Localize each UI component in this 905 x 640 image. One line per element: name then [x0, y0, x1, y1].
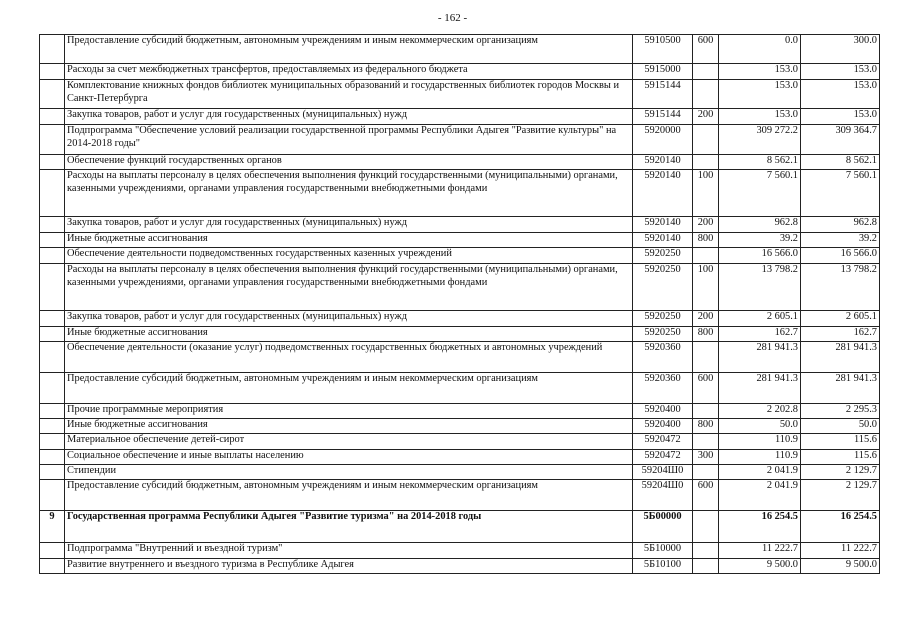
expense-type-cell: 200: [693, 109, 719, 125]
expense-name-cell: Закупка товаров, работ и услуг для государственных (муниципальных) нужд: [65, 217, 633, 233]
expense-type-cell: [693, 543, 719, 559]
amount-2018-cell: 2 605.1: [801, 311, 880, 327]
row-number-cell: [40, 559, 65, 574]
expense-name-cell: Государственная программа Республики Адыгея "Развитие туризма" на 2014-2018 годы: [65, 511, 633, 543]
amount-2017-cell: 2 041.9: [719, 480, 801, 511]
expense-type-cell: 200: [693, 217, 719, 233]
target-code-cell: 5915144: [633, 80, 693, 109]
expense-name-cell: Обеспечение деятельности подведомственных государственных казенных учреждений: [65, 248, 633, 264]
table-row: [40, 170, 880, 217]
table-row: [40, 450, 880, 465]
row-number-cell: [40, 233, 65, 248]
expense-name-cell: Закупка товаров, работ и услуг для государственных (муниципальных) нужд: [65, 109, 633, 125]
amount-2017-cell: 16 566.0: [719, 248, 801, 264]
table-row: [40, 264, 880, 311]
row-number-cell: [40, 450, 65, 465]
expense-name-cell: Предоставление субсидий бюджетным, автономным учреждениям и иным некоммерческим организациям: [65, 35, 633, 64]
expense-name-cell: Иные бюджетные ассигнования: [65, 419, 633, 434]
target-code-cell: 5920140: [633, 233, 693, 248]
amount-2017-cell: 11 222.7: [719, 543, 801, 559]
expense-type-cell: [693, 434, 719, 450]
amount-2017-cell: 9 500.0: [719, 559, 801, 574]
expense-name-cell: Развитие внутреннего и въездного туризма в Республике Адыгея: [65, 559, 633, 574]
amount-2017-cell: 153.0: [719, 80, 801, 109]
row-number-cell: [40, 125, 65, 155]
row-number-cell: [40, 64, 65, 80]
table-row: [40, 559, 880, 574]
amount-2017-cell: 153.0: [719, 109, 801, 125]
amount-2018-cell: 309 364.7: [801, 125, 880, 155]
expense-type-cell: 100: [693, 264, 719, 311]
expense-name-cell: Комплектование книжных фондов библиотек муниципальных образований и государственных библиотек городов Москвы и Санкт-Петербурга: [65, 80, 633, 109]
target-code-cell: 59204Ш0: [633, 465, 693, 480]
table-row: [40, 543, 880, 559]
table-row: [40, 217, 880, 233]
amount-2018-cell: 300.0: [801, 35, 880, 64]
expense-type-cell: 800: [693, 233, 719, 248]
row-number-cell: [40, 419, 65, 434]
expense-type-cell: [693, 404, 719, 419]
table-row: [40, 434, 880, 450]
amount-2018-cell: 2 129.7: [801, 465, 880, 480]
expense-name-cell: Стипендии: [65, 465, 633, 480]
amount-2017-cell: 39.2: [719, 233, 801, 248]
amount-2018-cell: 7 560.1: [801, 170, 880, 217]
expense-name-cell: Иные бюджетные ассигнования: [65, 327, 633, 342]
target-code-cell: 5Б10100: [633, 559, 693, 574]
amount-2017-cell: 281 941.3: [719, 373, 801, 404]
expense-name-cell: Социальное обеспечение и иные выплаты населению: [65, 450, 633, 465]
expense-name-cell: Закупка товаров, работ и услуг для государственных (муниципальных) нужд: [65, 311, 633, 327]
expense-type-cell: 600: [693, 373, 719, 404]
amount-2018-cell: 8 562.1: [801, 155, 880, 170]
amount-2018-cell: 9 500.0: [801, 559, 880, 574]
target-code-cell: 5920472: [633, 450, 693, 465]
amount-2017-cell: 16 254.5: [719, 511, 801, 543]
row-number-cell: [40, 465, 65, 480]
expense-name-cell: Расходы на выплаты персоналу в целях обеспечения выполнения функций государственными (муниципальными) органами, казенными учреждениями, органами управления государственными внебюджетными фондами: [65, 170, 633, 217]
target-code-cell: 5920360: [633, 373, 693, 404]
table-row: [40, 80, 880, 109]
row-number-cell: 9: [40, 511, 65, 543]
table-row: [40, 125, 880, 155]
target-code-cell: 5915144: [633, 109, 693, 125]
expense-name-cell: Иные бюджетные ассигнования: [65, 233, 633, 248]
amount-2018-cell: 962.8: [801, 217, 880, 233]
row-number-cell: [40, 217, 65, 233]
row-number-cell: [40, 311, 65, 327]
table-row: [40, 35, 880, 64]
amount-2017-cell: 2 605.1: [719, 311, 801, 327]
row-number-cell: [40, 342, 65, 373]
amount-2018-cell: 11 222.7: [801, 543, 880, 559]
table-row: [40, 404, 880, 419]
row-number-cell: [40, 248, 65, 264]
table-row: [40, 373, 880, 404]
expense-type-cell: 200: [693, 311, 719, 327]
expense-type-cell: 600: [693, 480, 719, 511]
table-row: [40, 419, 880, 434]
row-number-cell: [40, 434, 65, 450]
expense-name-cell: Расходы за счет межбюджетных трансфертов, предоставляемых из федерального бюджета: [65, 64, 633, 80]
target-code-cell: 5915000: [633, 64, 693, 80]
page-number: - 162 -: [437, 12, 468, 24]
table-row: [40, 465, 880, 480]
expense-type-cell: 800: [693, 419, 719, 434]
target-code-cell: 5920360: [633, 342, 693, 373]
target-code-cell: 5920250: [633, 264, 693, 311]
amount-2018-cell: 39.2: [801, 233, 880, 248]
expense-name-cell: Обеспечение деятельности (оказание услуг) подведомственных государственных бюджетных и автономных учреждений: [65, 342, 633, 373]
expense-type-cell: 300: [693, 450, 719, 465]
expense-type-cell: [693, 342, 719, 373]
expense-name-cell: Материальное обеспечение детей-сирот: [65, 434, 633, 450]
expense-name-cell: Подпрограмма "Обеспечение условий реализации государственной программы Республики Адыгея "Развитие культуры" на 2014-2018 годы": [65, 125, 633, 155]
table-row: [40, 327, 880, 342]
expense-type-cell: [693, 80, 719, 109]
amount-2017-cell: 281 941.3: [719, 342, 801, 373]
amount-2018-cell: 2 295.3: [801, 404, 880, 419]
expense-type-cell: [693, 465, 719, 480]
target-code-cell: 5920472: [633, 434, 693, 450]
expense-name-cell: Расходы на выплаты персоналу в целях обеспечения выполнения функций государственными (муниципальными) органами, казенными учреждениями, органами управления государственными внебюджетными фондами: [65, 264, 633, 311]
target-code-cell: 59204Ш0: [633, 480, 693, 511]
row-number-cell: [40, 543, 65, 559]
table-row: [40, 480, 880, 511]
amount-2018-cell: 13 798.2: [801, 264, 880, 311]
amount-2018-cell: 281 941.3: [801, 373, 880, 404]
amount-2017-cell: 0.0: [719, 35, 801, 64]
expense-type-cell: [693, 125, 719, 155]
amount-2017-cell: 7 560.1: [719, 170, 801, 217]
target-code-cell: 5Б10000: [633, 543, 693, 559]
expense-type-cell: [693, 155, 719, 170]
target-code-cell: 5920140: [633, 217, 693, 233]
expense-name-cell: Подпрограмма "Внутренний и въездной туризм": [65, 543, 633, 559]
row-number-cell: [40, 109, 65, 125]
amount-2017-cell: 13 798.2: [719, 264, 801, 311]
amount-2017-cell: 110.9: [719, 434, 801, 450]
table-row: [40, 311, 880, 327]
table-row: [40, 342, 880, 373]
target-code-cell: 5920140: [633, 155, 693, 170]
table-row: [40, 511, 880, 543]
target-code-cell: 5920250: [633, 327, 693, 342]
row-number-cell: [40, 170, 65, 217]
expense-type-cell: 600: [693, 35, 719, 64]
amount-2018-cell: 16 566.0: [801, 248, 880, 264]
target-code-cell: 5920400: [633, 404, 693, 419]
target-code-cell: 5910500: [633, 35, 693, 64]
target-code-cell: 5920000: [633, 125, 693, 155]
table-row: [40, 109, 880, 125]
amount-2017-cell: 162.7: [719, 327, 801, 342]
budget-table: [39, 34, 880, 574]
expense-name-cell: Предоставление субсидий бюджетным, автономным учреждениям и иным некоммерческим организациям: [65, 480, 633, 511]
row-number-cell: [40, 155, 65, 170]
table-row: [40, 155, 880, 170]
target-code-cell: 5920250: [633, 311, 693, 327]
row-number-cell: [40, 327, 65, 342]
expense-name-cell: Предоставление субсидий бюджетным, автономным учреждениям и иным некоммерческим организациям: [65, 373, 633, 404]
expense-type-cell: [693, 559, 719, 574]
expense-type-cell: [693, 511, 719, 543]
amount-2017-cell: 2 041.9: [719, 465, 801, 480]
row-number-cell: [40, 264, 65, 311]
amount-2017-cell: 8 562.1: [719, 155, 801, 170]
target-code-cell: 5920140: [633, 170, 693, 217]
amount-2017-cell: 50.0: [719, 419, 801, 434]
amount-2017-cell: 309 272.2: [719, 125, 801, 155]
amount-2017-cell: 110.9: [719, 450, 801, 465]
expense-name-cell: Прочие программные мероприятия: [65, 404, 633, 419]
amount-2018-cell: 16 254.5: [801, 511, 880, 543]
expense-name-cell: Обеспечение функций государственных органов: [65, 155, 633, 170]
target-code-cell: 5920250: [633, 248, 693, 264]
amount-2018-cell: 115.6: [801, 434, 880, 450]
amount-2017-cell: 2 202.8: [719, 404, 801, 419]
target-code-cell: 5920400: [633, 419, 693, 434]
target-code-cell: 5Б00000: [633, 511, 693, 543]
amount-2018-cell: 50.0: [801, 419, 880, 434]
expense-type-cell: [693, 248, 719, 264]
row-number-cell: [40, 373, 65, 404]
amount-2018-cell: 153.0: [801, 64, 880, 80]
amount-2018-cell: 115.6: [801, 450, 880, 465]
amount-2018-cell: 153.0: [801, 80, 880, 109]
table-row: [40, 64, 880, 80]
expense-type-cell: 100: [693, 170, 719, 217]
expense-type-cell: 800: [693, 327, 719, 342]
table-row: [40, 248, 880, 264]
row-number-cell: [40, 80, 65, 109]
amount-2018-cell: 2 129.7: [801, 480, 880, 511]
amount-2018-cell: 162.7: [801, 327, 880, 342]
row-number-cell: [40, 480, 65, 511]
amount-2018-cell: 153.0: [801, 109, 880, 125]
row-number-cell: [40, 35, 65, 64]
amount-2017-cell: 153.0: [719, 64, 801, 80]
amount-2018-cell: 281 941.3: [801, 342, 880, 373]
row-number-cell: [40, 404, 65, 419]
table-row: [40, 233, 880, 248]
amount-2017-cell: 962.8: [719, 217, 801, 233]
expense-type-cell: [693, 64, 719, 80]
